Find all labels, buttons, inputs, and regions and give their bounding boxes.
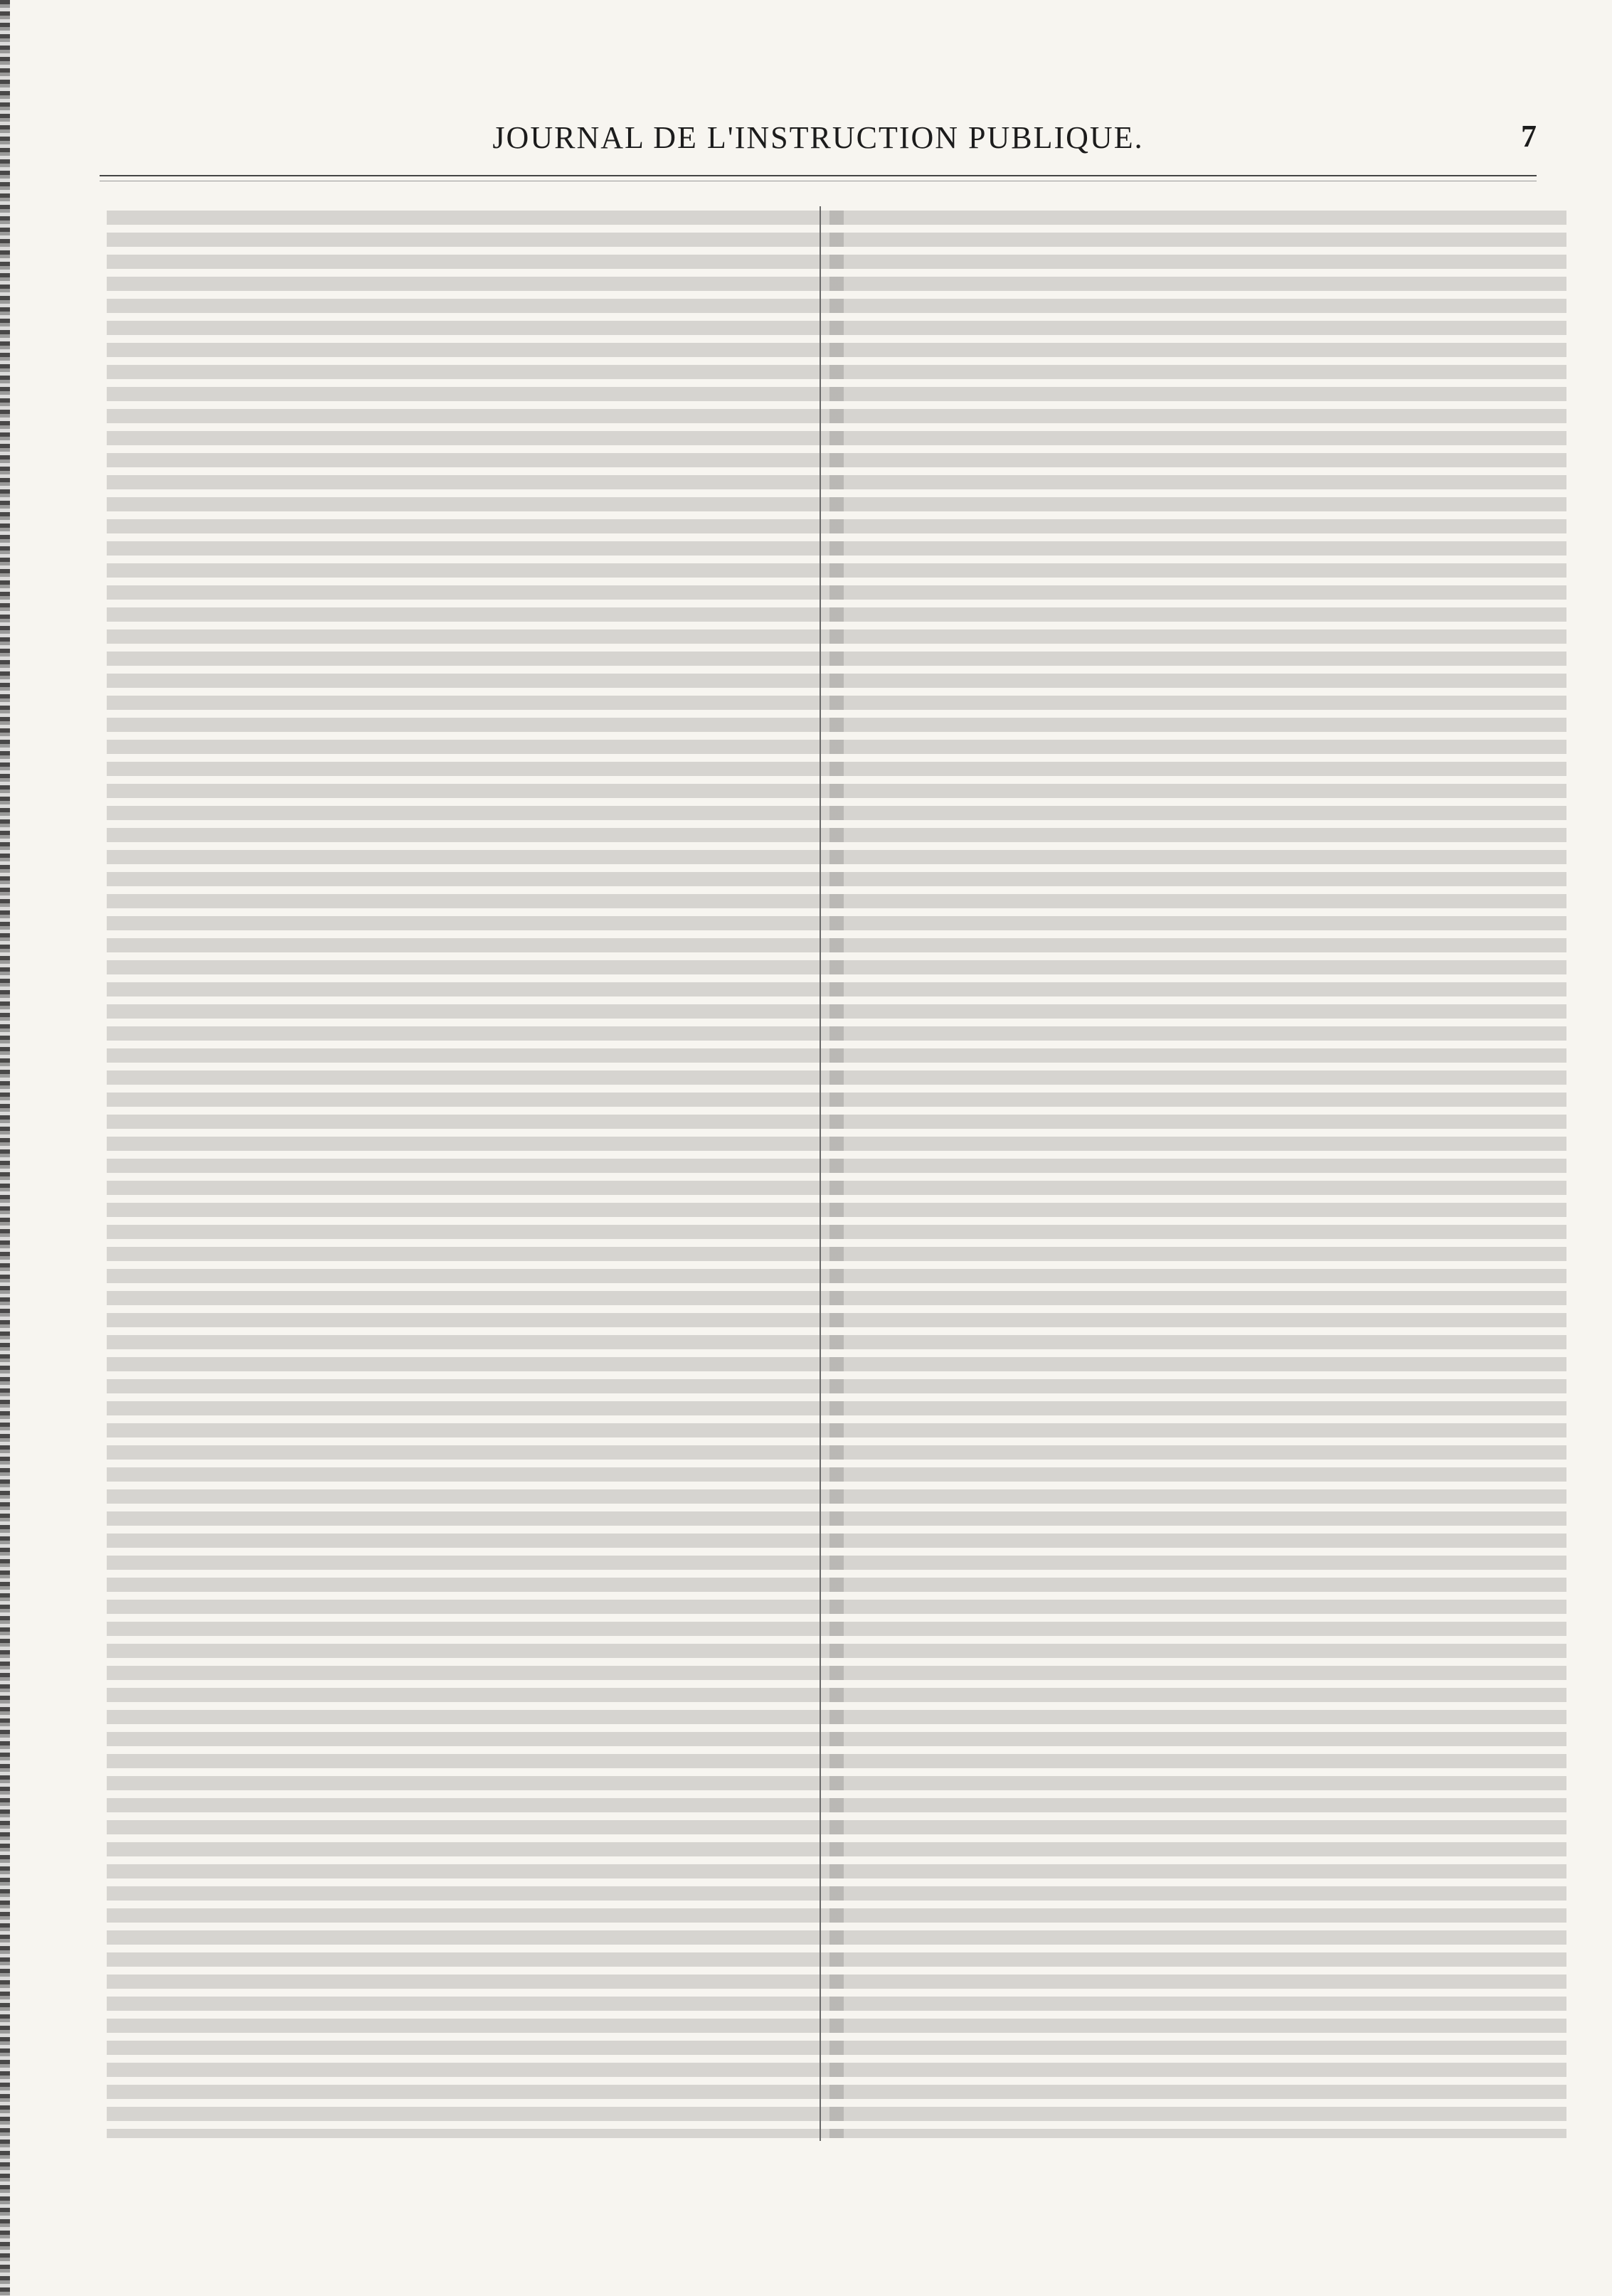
journal-title: JOURNAL DE L'INSTRUCTION PUBLIQUE. <box>492 120 1144 155</box>
right-column <box>829 211 1566 2138</box>
page-header <box>100 119 1537 162</box>
page-number: 7 <box>1521 119 1537 154</box>
header-rule <box>100 175 1537 181</box>
column-divider <box>820 206 821 2141</box>
left-column <box>107 211 844 2138</box>
binding-edge <box>0 0 10 2296</box>
